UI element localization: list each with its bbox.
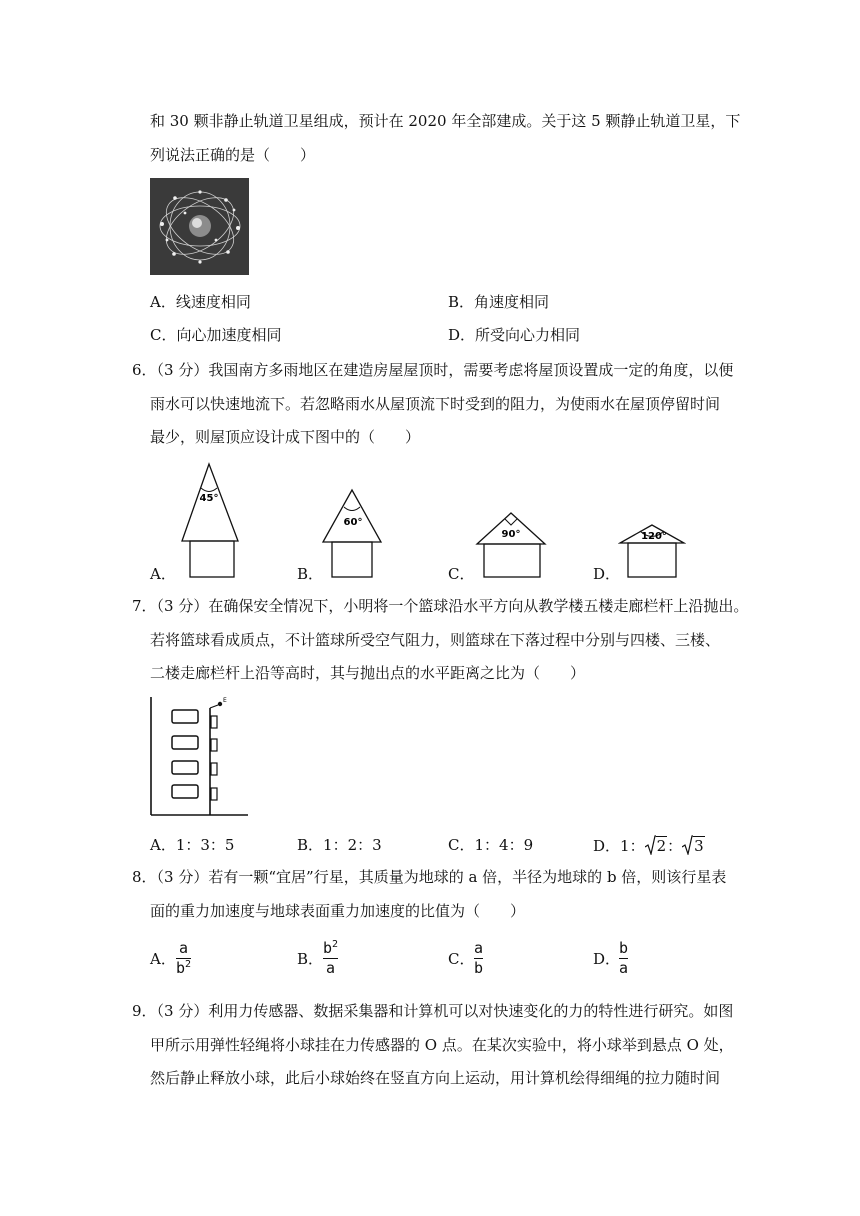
q9-text-line1: 9．（3 分）利用力传感器、数据采集器和计算机可以对快速变化的力的特性进行研究。如图 <box>132 1002 734 1020</box>
house-figure-d <box>618 522 686 580</box>
house-angle-label-a: 45° <box>199 493 219 504</box>
radical-sign-icon <box>645 835 656 855</box>
q7-option-c: C．1：4：9 <box>448 836 534 854</box>
q8-text-line1: 8．（3 分）若有一颗“宜居”行星，其质量为地球的 a 倍，半径为地球的 b 倍，则该行星表 <box>132 868 727 886</box>
q5-text-line2: 列说法正确的是（ ） <box>150 146 316 164</box>
sqrt-2: 2 <box>645 835 668 856</box>
q6-option-c: C． <box>448 565 475 583</box>
q9-text-line2: 甲所示用弹性轻绳将小球挂在力传感器的 O 点。在某次实验中，将小球举到悬点 O 处， <box>150 1036 734 1054</box>
q5-option-b: B．角速度相同 <box>448 293 550 311</box>
q8-option-a-letter: A． <box>150 950 176 968</box>
q8-option-b-fraction: $b^2$ a <box>323 939 339 977</box>
q5-option-a: A．线速度相同 <box>150 293 251 311</box>
sqrt-3: 3 <box>682 835 705 856</box>
q6-text-line2: 雨水可以快速地流下。若忽略雨水从屋顶流下时受到的阻力，为使雨水在屋顶停留时间 <box>150 395 721 413</box>
basketball-point <box>218 702 222 706</box>
q8-option-d-letter: D． <box>593 950 621 968</box>
ball-label: E <box>223 697 227 704</box>
q9-text-line3: 然后静止释放小球，此后小球始终在竖直方向上运动，用计算机绘得细绳的拉力随时间 <box>150 1069 721 1087</box>
q7-text-line2: 若将篮球看成质点，不计篮球所受空气阻力，则篮球在下落过程中分别与四楼、三楼、 <box>150 631 721 649</box>
q7-option-b: B．1：2：3 <box>297 836 382 854</box>
q6-text-line1: 6．（3 分）我国南方多雨地区在建造房屋屋顶时，需要考虑将屋顶设置成一定的角度，以便 <box>132 361 734 379</box>
house-angle-label-b: 60° <box>343 517 363 528</box>
house-angle-label-d: 120° <box>641 531 667 542</box>
q8-option-a-fraction: a $b^2$ <box>176 939 192 977</box>
radical-sign-icon <box>682 835 693 855</box>
building-figure <box>150 695 250 818</box>
q6-option-a: A． <box>150 565 176 583</box>
q5-option-d: D．所受向心力相同 <box>448 326 581 344</box>
q5-option-c: C．向心加速度相同 <box>150 326 282 344</box>
q6-text-line3: 最少，则屋顶应设计成下图中的（ ） <box>150 428 421 446</box>
house-angle-label-c: 90° <box>501 529 521 540</box>
house-figure-b <box>320 488 384 580</box>
q8-text-line2: 面的重力加速度与地球表面重力加速度的比值为（ ） <box>150 902 526 920</box>
q8-option-c-letter: C． <box>448 950 475 968</box>
q5-text-line1: 和 30 颗非静止轨道卫星组成，预计在 2020 年全部建成。关于这 5 颗静止轨道卫星，下 <box>150 112 741 130</box>
house-figure-a <box>178 462 242 580</box>
q7-option-d: D．1： 2： 3 <box>593 837 704 855</box>
q8-option-c-fraction: a b <box>474 939 484 977</box>
house-figure-c <box>474 510 548 580</box>
q7-text-line3: 二楼走廊栏杆上沿等高时，其与抛出点的水平距离之比为（ ） <box>150 664 586 682</box>
q7-option-a: A．1：3：5 <box>150 836 235 854</box>
satellite-orbit-image <box>150 178 249 275</box>
q8-option-b-letter: B． <box>297 950 324 968</box>
q6-option-b: B． <box>297 565 324 583</box>
q6-option-d: D． <box>593 565 621 583</box>
q7-text-line1: 7．（3 分）在确保安全情况下，小明将一个篮球沿水平方向从教学楼五楼走廊栏杆上沿抛出。 <box>132 597 749 615</box>
q8-option-d-fraction: b a <box>619 939 629 977</box>
q7-option-d-prefix: D．1： <box>593 837 645 855</box>
